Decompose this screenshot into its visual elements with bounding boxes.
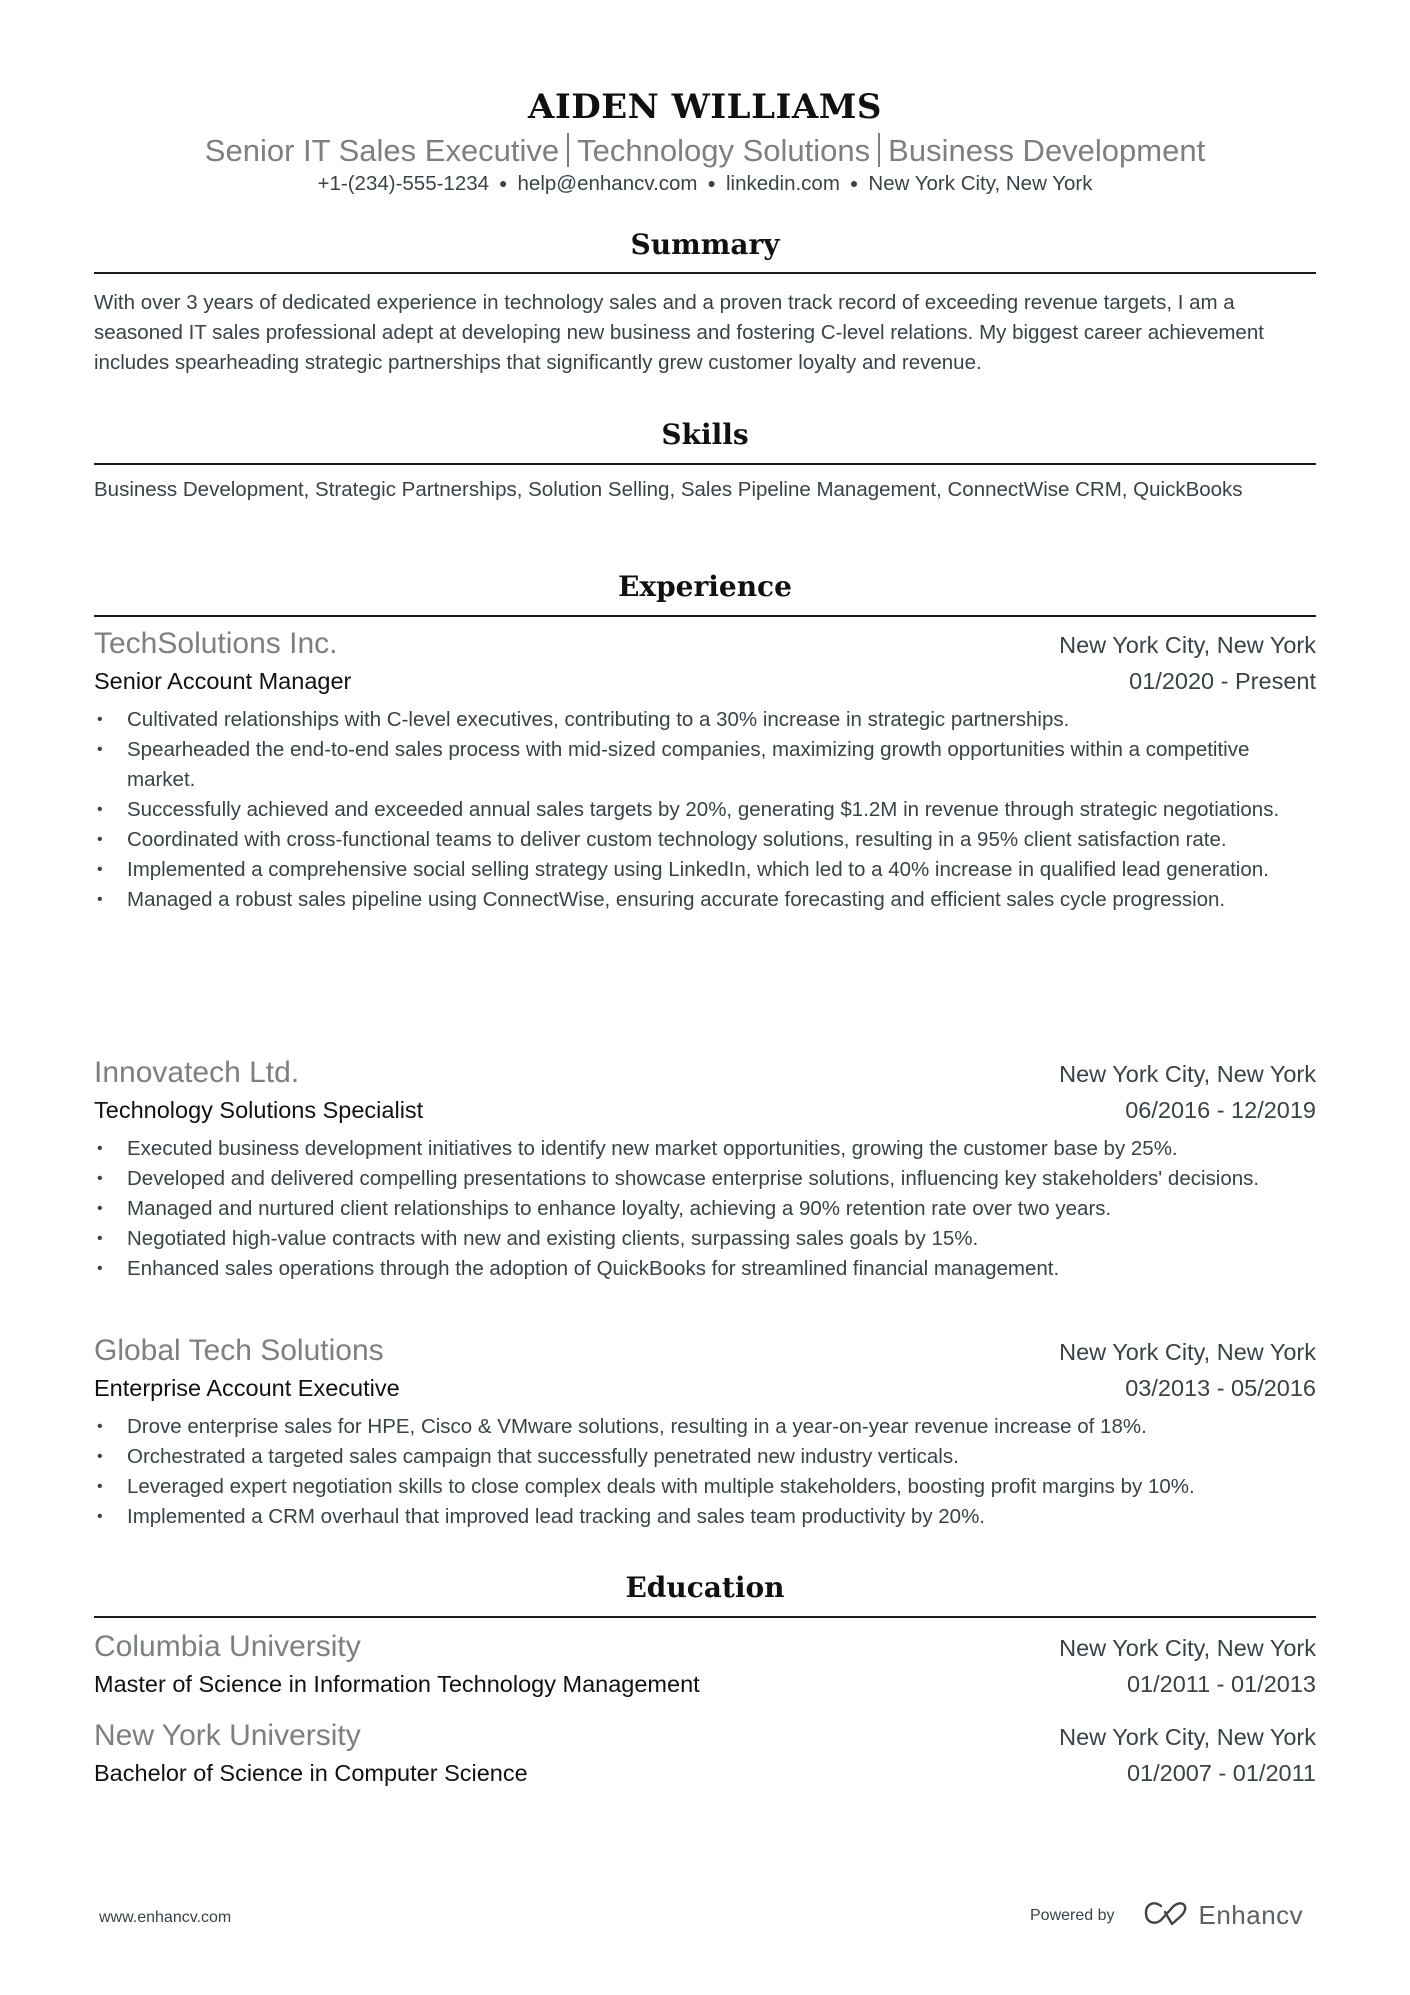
achievement-text: Orchestrated a targeted sales campaign that successfully penetrated new industry verticals. [127,1445,959,1468]
degree: Bachelor of Science in Computer Science [94,1760,528,1786]
job-dates: 01/2020 - Present [1129,668,1316,694]
achievement-text: Managed and nurtured client relationships to enhance loyalty, achieving a 90% retention rate over two years. [127,1197,1112,1220]
achievement-text: Developed and delivered compelling presentations to showcase enterprise solutions, influencing key stakeholders' decisions. [127,1167,1260,1190]
bullet-icon: • [97,831,103,848]
bullet-icon: • [97,861,103,878]
enhancv-brand[interactable]: Enhancv [1198,1900,1304,1930]
bullet-icon: • [97,1260,103,1277]
bullet-icon: • [97,1418,103,1435]
bullet-icon: • [97,741,103,758]
achievement-item [94,1194,1316,1224]
achievement-item [94,705,1316,735]
headline [94,133,1316,169]
achievement-item [94,1164,1316,1194]
bullet-icon: • [97,1508,103,1525]
achievement-text: Enhanced sales operations through the adoption of QuickBooks for streamlined financial management. [127,1257,1060,1280]
job-location: New York City, New York [1059,632,1316,658]
bullet-icon: • [97,1140,103,1157]
school-location: New York City, New York [1059,1724,1316,1750]
achievement-text: Coordinated with cross-functional teams to deliver custom technology solutions, resulting in a 95% client satisfaction rate. [127,828,1227,851]
headline-part: Senior IT Sales Executive [204,133,560,168]
school-location: New York City, New York [1059,1635,1316,1661]
headline-part: Technology Solutions [577,133,871,168]
section-heading-summary: Summary [630,228,780,261]
headline-divider [878,133,880,167]
bullet-icon: • [97,801,103,818]
achievement-text: Implemented a comprehensive social selling strategy using LinkedIn, which led to a 40% increase in qualified lead generation. [127,858,1269,881]
experience-entry [94,1333,1316,1532]
footer-website-link[interactable]: www.enhancv.com [99,1909,232,1926]
section-divider [94,615,1316,617]
achievement-text: Cultivated relationships with C-level executives, contributing to a 30% increase in strategic partnerships. [127,708,1070,731]
degree: Master of Science in Information Technology Management [94,1671,700,1697]
bullet-icon: • [97,1448,103,1465]
experience-entry [94,1055,1316,1284]
bullet-icon: • [97,1200,103,1217]
candidate-name: AIDEN WILLIAMS [528,87,882,127]
section-heading-education: Education [625,1571,785,1604]
company-name: TechSolutions Inc. [94,627,338,660]
job-dates: 06/2016 - 12/2019 [1125,1097,1316,1123]
headline-divider [567,133,569,167]
school-name: Columbia University [94,1630,361,1663]
achievement-text: Implemented a CRM overhaul that improved lead tracking and sales team productivity by 20%. [127,1505,986,1528]
experience-entry [94,626,1316,915]
section-heading-experience: Experience [618,570,792,603]
summary-text: With over 3 years of dedicated experience in technology sales and a proven track record of exceeding revenue targets, I am a seasoned IT sales professional adept at developing new business and fostering C-level relations. My biggest career achievement includes spearheading strategic partnerships that significantly grew customer loyalty and revenue. [94,291,1264,374]
school-name: New York University [94,1719,361,1752]
achievement-text: Successfully achieved and exceeded annual sales targets by 20%, generating $1.2M in revenue through strategic negotiations. [127,798,1280,821]
bullet-icon: • [97,1230,103,1247]
location: New York City, New York [868,172,1093,195]
achievement-text: Drove enterprise sales for HPE, Cisco & VMware solutions, resulting in a year-on-year revenue increase of 18%. [127,1415,1147,1438]
linkedin-link[interactable]: linkedin.com [725,172,840,195]
achievement-text: Managed a robust sales pipeline using ConnectWise, ensuring accurate forecasting and efficient sales cycle progression. [127,888,1226,911]
bullet-separator: ● [499,175,508,191]
skills-list: Business Development, Strategic Partnerships, Solution Selling, Sales Pipeline Management, ConnectWise CRM, QuickBooks [94,478,1243,501]
achievement-item [94,1502,1316,1532]
achievement-list [94,705,1316,915]
section-divider [94,463,1316,465]
bullet-icon: • [97,711,103,728]
section-divider [94,1616,1316,1618]
bullet-icon: • [97,891,103,908]
achievement-item [94,825,1316,855]
contact-info [94,171,1316,196]
powered-by [1030,1900,1303,1931]
achievement-text: Executed business development initiatives to identify new market opportunities, growing the customer base by 25%. [127,1137,1178,1160]
job-title: Senior Account Manager [94,668,352,694]
powered-by-label: Powered by [1030,1906,1115,1924]
achievement-item [94,795,1316,825]
bullet-separator: ● [849,175,859,191]
achievement-item [94,1134,1316,1164]
bullet-icon: • [97,1478,103,1495]
job-title: Technology Solutions Specialist [94,1097,424,1123]
achievement-item [94,855,1316,885]
education-entry [94,1718,1316,1791]
achievement-item [94,1254,1316,1284]
email-link[interactable]: help@enhancv.com [517,172,698,195]
job-title: Enterprise Account Executive [94,1375,400,1401]
bullet-separator: ● [707,175,716,191]
achievement-text: Spearheaded the end-to-end sales process with mid-sized companies, maximizing growth opportunities within a competitive market. [127,738,1250,791]
bullet-icon: • [97,1170,103,1187]
section-heading-skills: Skills [661,418,749,451]
education-dates: 01/2007 - 01/2011 [1126,1760,1316,1786]
achievement-item [94,1224,1316,1254]
company-name: Global Tech Solutions [94,1334,384,1367]
education-dates: 01/2011 - 01/2013 [1126,1671,1316,1697]
achievement-item [94,1472,1316,1502]
job-dates: 03/2013 - 05/2016 [1125,1375,1316,1401]
enhancv-logo-icon [1143,1900,1189,1931]
headline-part: Business Development [888,133,1206,168]
company-name: Innovatech Ltd. [94,1056,300,1089]
achievement-text: Leveraged expert negotiation skills to close complex deals with multiple stakeholders, boosting profit margins by 10%. [127,1475,1195,1498]
achievement-item [94,1412,1316,1442]
phone: +1-(234)-555-1234 [317,172,490,195]
achievement-text: Negotiated high-value contracts with new and existing clients, surpassing sales goals by 15%. [127,1227,979,1250]
section-divider [94,272,1316,274]
education-entry [94,1629,1316,1702]
achievement-item [94,735,1316,795]
achievement-list [94,1134,1316,1284]
job-location: New York City, New York [1059,1061,1316,1087]
achievement-item [94,885,1316,915]
achievement-item [94,1442,1316,1472]
job-location: New York City, New York [1059,1339,1316,1365]
achievement-list [94,1412,1316,1532]
